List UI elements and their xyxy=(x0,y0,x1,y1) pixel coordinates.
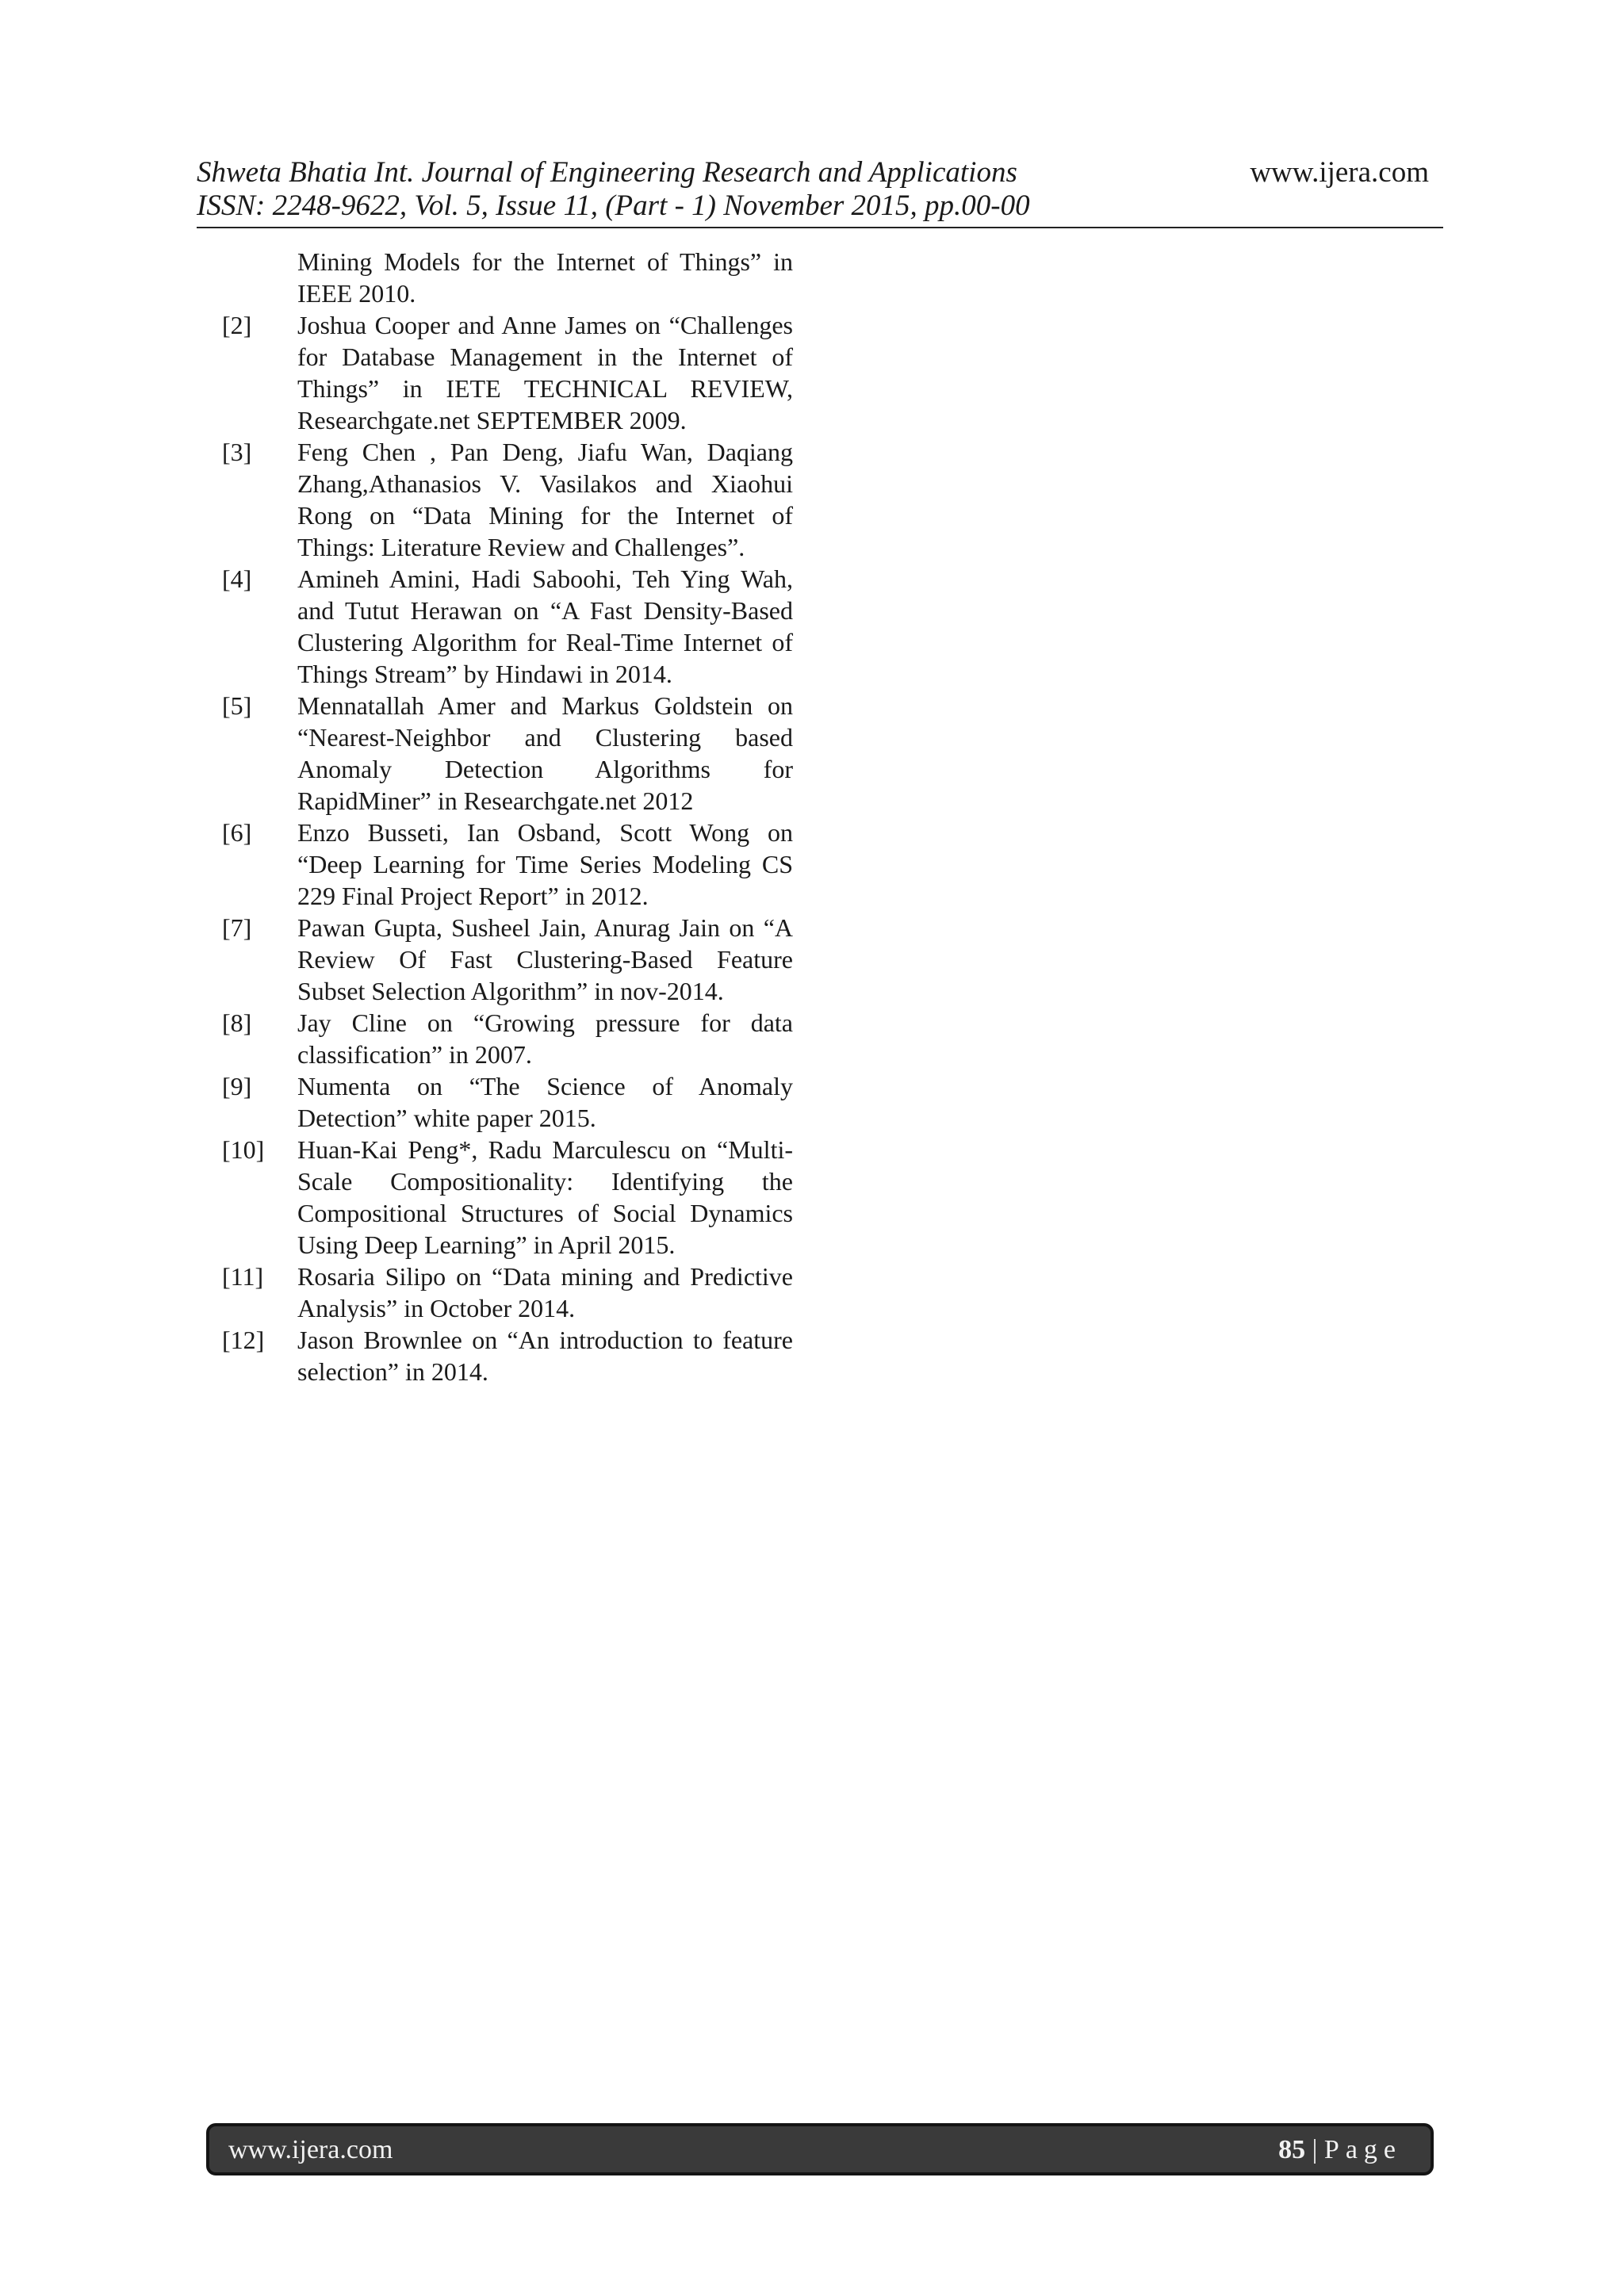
footer-website-link[interactable]: www.ijera.com xyxy=(228,2135,393,2164)
reference-item xyxy=(222,1070,793,1134)
reference-continuation xyxy=(222,246,793,309)
page-header xyxy=(197,155,1443,228)
reference-number: [7] xyxy=(222,913,252,942)
references-list xyxy=(222,246,793,1387)
reference-item xyxy=(222,1324,793,1387)
header-website-link[interactable]: www.ijera.com xyxy=(1250,156,1429,189)
page-separator: | xyxy=(1312,2135,1318,2164)
page-number xyxy=(1278,2134,1402,2166)
reference-item xyxy=(222,690,793,817)
reference-text: Rosaria Silipo on “Data mining and Predictive Analysis” in October 2014. xyxy=(297,1262,793,1322)
reference-item xyxy=(222,1134,793,1261)
reference-text: Feng Chen , Pan Deng, Jiafu Wan, Daqiang Zhang,Athanasios V. Vasilakos and Xiaohui Rong on “Data Mining for the Internet of Things: Literature Review and Challenges”. xyxy=(297,438,793,561)
reference-text: Enzo Busseti, Ian Osband, Scott Wong on “Deep Learning for Time Series Modeling CS 229 Final Project Report” in 2012. xyxy=(297,818,793,910)
reference-number: [6] xyxy=(222,818,252,847)
page-number-value: 85 xyxy=(1278,2135,1306,2164)
reference-number: [11] xyxy=(222,1262,264,1291)
reference-number: [8] xyxy=(222,1008,252,1037)
reference-number: [3] xyxy=(222,438,252,466)
page-label: Page xyxy=(1323,2135,1402,2164)
reference-text: Joshua Cooper and Anne James on “Challenges for Database Management in the Internet of Things” in IETE TECHNICAL REVIEW, Researchgate.net SEPTEMBER 2009. xyxy=(297,311,793,434)
page-footer xyxy=(206,2123,1434,2175)
reference-number: [5] xyxy=(222,691,252,720)
reference-text: Amineh Amini, Hadi Saboohi, Teh Ying Wah, and Tutut Herawan on “A Fast Density-Based Clustering Algorithm for Real-Time Internet of Things Stream” by Hindawi in 2014. xyxy=(297,564,793,688)
reference-number: [4] xyxy=(222,564,252,593)
reference-item xyxy=(222,436,793,563)
reference-text: Jay Cline on “Growing pressure for data classification” in 2007. xyxy=(297,1008,793,1069)
reference-text: Numenta on “The Science of Anomaly Detection” white paper 2015. xyxy=(297,1072,793,1132)
reference-item xyxy=(222,1261,793,1324)
reference-text: Pawan Gupta, Susheel Jain, Anurag Jain on “A Review Of Fast Clustering-Based Feature Subset Selection Algorithm” in nov-2014. xyxy=(297,913,793,1005)
reference-number: [9] xyxy=(222,1072,252,1100)
reference-item xyxy=(222,1007,793,1070)
reference-continuation-text: Mining Models for the Internet of Things” in IEEE 2010. xyxy=(297,247,793,308)
reference-item xyxy=(222,817,793,912)
reference-item xyxy=(222,309,793,436)
reference-text: Huan-Kai Peng*, Radu Marculescu on “Multi-Scale Compositionality: Identifying the Compositional Structures of Social Dynamics Using Deep Learning” in April 2015. xyxy=(297,1135,793,1259)
reference-text: Jason Brownlee on “An introduction to feature selection” in 2014. xyxy=(297,1326,793,1386)
reference-item xyxy=(222,563,793,690)
journal-title: Shweta Bhatia Int. Journal of Engineering Research and Applications xyxy=(197,156,1017,189)
reference-item xyxy=(222,912,793,1007)
issn-line: ISSN: 2248-9622, Vol. 5, Issue 11, (Part - 1) November 2015, pp.00-00 xyxy=(197,189,1030,222)
reference-number: [10] xyxy=(222,1135,265,1164)
reference-number: [2] xyxy=(222,311,252,339)
reference-number: [12] xyxy=(222,1326,265,1354)
reference-text: Mennatallah Amer and Markus Goldstein on “Nearest-Neighbor and Clustering based Anomaly Detection Algorithms for RapidMiner” in Researchgate.net 2012 xyxy=(297,691,793,815)
